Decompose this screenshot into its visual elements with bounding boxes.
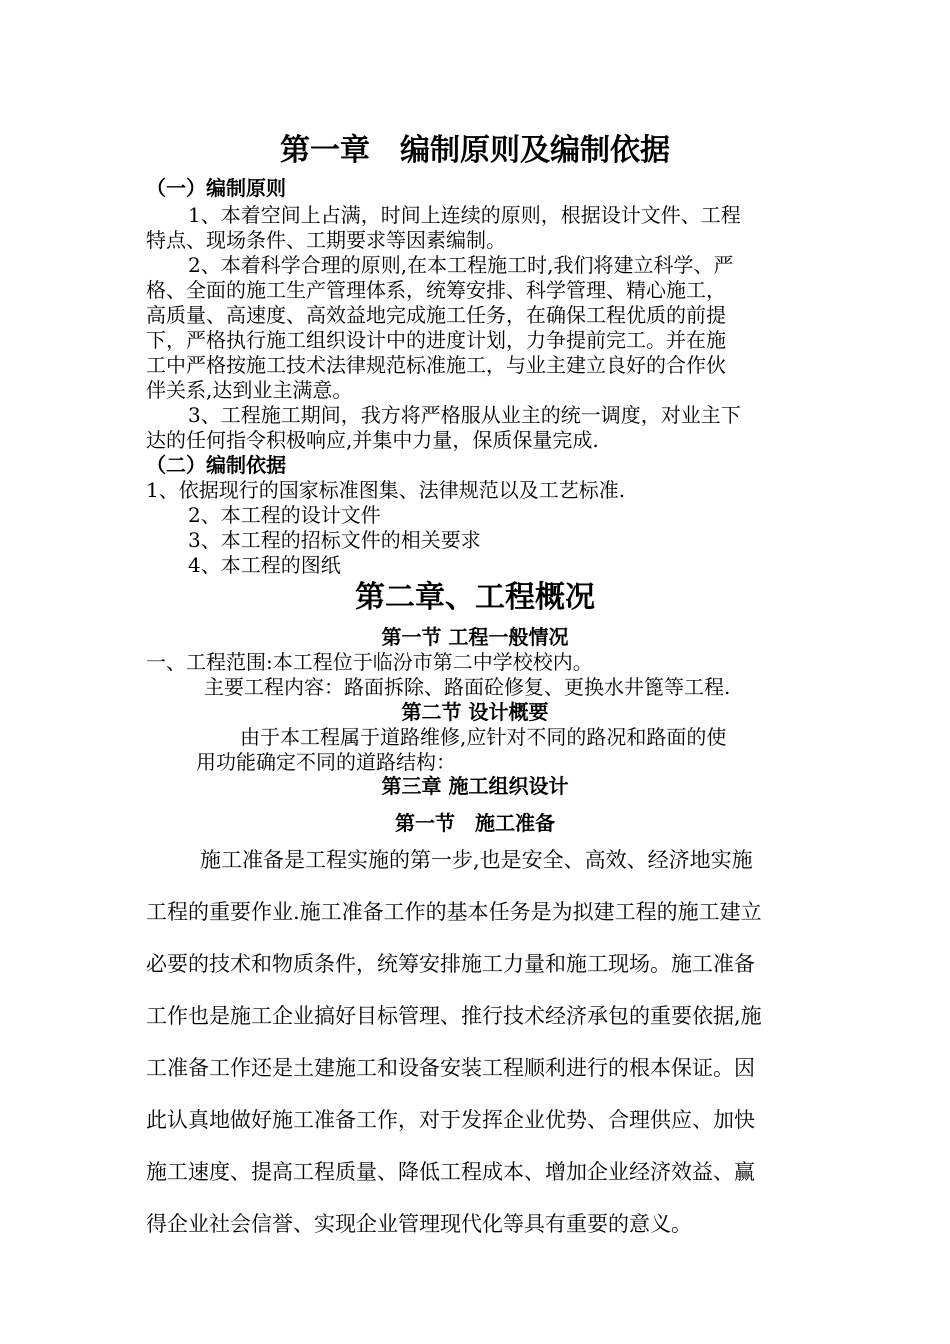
section-preparation-heading: 第一节 施工准备	[395, 811, 555, 835]
paragraph-line: 3、工程施工期间，我方将严格服从业主的统一调度，对业主下	[188, 403, 741, 427]
section-general-heading: 第一节 工程一般情况	[381, 625, 569, 649]
paragraph-line: 此认真地做好施工准备工作，对于发挥企业优势、合理供应、加快	[146, 1108, 755, 1132]
section-design-heading: 第二节 设计概要	[401, 700, 549, 724]
paragraph-line: 2、本着科学合理的原则,在本工程施工时,我们将建立科学、严	[188, 253, 734, 277]
section-principles-heading: （一）编制原则	[146, 176, 286, 200]
paragraph-line: 工程的重要作业.施工准备工作的基本任务是为拟建工程的施工建立	[146, 900, 762, 924]
paragraph-line: 达的任何指令积极响应,并集中力量，保质保量完成.	[146, 428, 599, 452]
chapter-3-title: 第三章 施工组织设计	[381, 774, 569, 798]
paragraph-line: 下，严格执行施工组织设计中的进度计划，力争提前完工。并在施	[146, 328, 726, 352]
paragraph-line: 一、工程范围:本工程位于临汾市第二中学校校内。	[146, 650, 593, 674]
paragraph-line: 必要的技术和物质条件，统筹安排施工力量和施工现场。施工准备	[146, 952, 755, 976]
paragraph-line: 特点、现场条件、工期要求等因素编制。	[146, 228, 506, 252]
paragraph-line: 工中严格按施工技术法律规范标准施工，与业主建立良好的合作伙	[146, 353, 726, 377]
paragraph-line: 工作也是施工企业搞好目标管理、推行技术经济承包的重要依据,施	[146, 1004, 762, 1028]
list-item: 3、本工程的招标文件的相关要求	[188, 528, 481, 552]
paragraph-line: 得企业社会信誉、实现企业管理现代化等具有重要的意义。	[146, 1212, 692, 1236]
paragraph-line: 由于本工程属于道路维修,应针对不同的路况和路面的使	[240, 725, 727, 749]
paragraph-line: 施工准备是工程实施的第一步,也是安全、高效、经济地实施	[200, 848, 753, 872]
paragraph-line: 高质量、高速度、高效益地完成施工任务，在确保工程优质的前提	[146, 303, 726, 327]
paragraph-line: 用功能确定不同的道路结构：	[196, 750, 456, 774]
chapter-2-title: 第二章、工程概况	[355, 580, 595, 615]
paragraph-line: 1、本着空间上占满，时间上连续的原则，根据设计文件、工程	[188, 203, 741, 227]
paragraph-line: 伴关系,达到业主满意。	[146, 378, 353, 402]
paragraph-line: 施工速度、提高工程质量、降低工程成本、增加企业经济效益、赢	[146, 1160, 755, 1184]
paragraph-line: 工准备工作还是土建施工和设备安装工程顺利进行的根本保证。因	[146, 1056, 755, 1080]
list-item: 4、本工程的图纸	[188, 553, 341, 577]
chapter-1-title: 第一章 编制原则及编制依据	[280, 133, 670, 168]
paragraph-line: 主要工程内容：路面拆除、路面砼修复、更换水井篦等工程.	[204, 675, 731, 699]
section-basis-heading: （二）编制依据	[146, 453, 286, 477]
list-item: 2、本工程的设计文件	[188, 503, 381, 527]
paragraph-line: 格、全面的施工生产管理体系，统筹安排、科学管理、精心施工，	[146, 278, 726, 302]
list-item: 1、依据现行的国家标准图集、法律规范以及工艺标准.	[146, 478, 626, 502]
